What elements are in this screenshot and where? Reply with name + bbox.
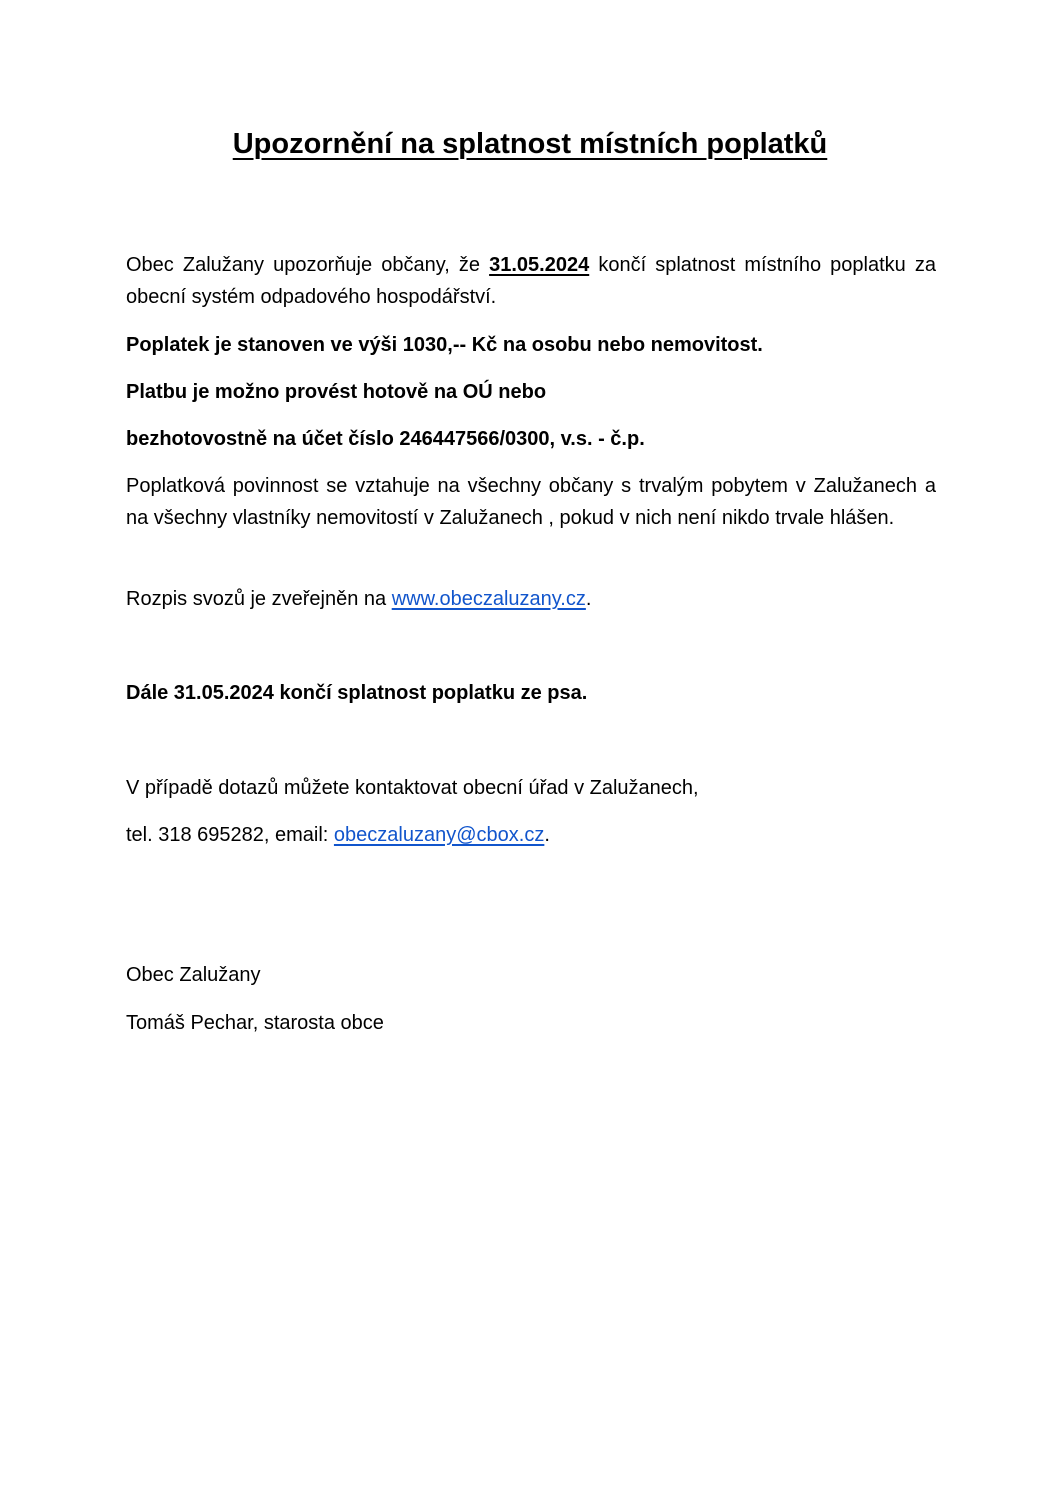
schedule-prefix: Rozpis svozů je zveřejněn na bbox=[126, 588, 392, 610]
contact-prefix: tel. 318 695282, email: bbox=[126, 824, 334, 846]
payment-line-2: bezhotovostně na účet číslo 246447566/0300, v.s. - č.p. bbox=[126, 428, 645, 450]
intro-paragraph bbox=[126, 249, 936, 313]
payment-line-1: Platbu je možno provést hotově na OÚ nebo bbox=[126, 381, 547, 403]
fee-line: Poplatek je stanoven ve výši 1030,-- Kč na osobu nebo nemovitost. bbox=[126, 334, 763, 356]
signature-person: Tomáš Pechar, starosta obce bbox=[126, 1012, 384, 1034]
website-link[interactable]: www.obeczaluzany.cz bbox=[391, 588, 586, 610]
obligation-paragraph: Poplatková povinnost se vztahuje na všechny občany s trvalým pobytem v Zalužanech a na všechny vlastníky nemovitostí v Zalužanech , pokud v nich není nikdo trvale hlášen. bbox=[126, 475, 936, 529]
signature-org: Obec Zalužany bbox=[126, 964, 261, 986]
document-title: Upozornění na splatnost místních poplatků bbox=[232, 128, 828, 160]
schedule-suffix: . bbox=[585, 588, 592, 610]
contact-line: V případě dotazů můžete kontaktovat obecní úřad v Zalužanech, bbox=[126, 777, 699, 799]
contact-suffix: . bbox=[544, 824, 550, 846]
intro-prefix: Obec Zalužany upozorňuje občany, že bbox=[126, 254, 490, 276]
email-link[interactable]: obeczaluzany@cbox.cz bbox=[333, 824, 545, 846]
schedule-line bbox=[126, 583, 936, 615]
due-date: 31.05.2024 bbox=[489, 254, 590, 276]
dog-fee-line: Dále 31.05.2024 končí splatnost poplatku ze psa. bbox=[126, 682, 588, 704]
contact-details bbox=[126, 819, 936, 851]
intro-suffix: končí splatnost místního poplatku za obecní systém odpadového hospodářství. bbox=[126, 254, 937, 308]
